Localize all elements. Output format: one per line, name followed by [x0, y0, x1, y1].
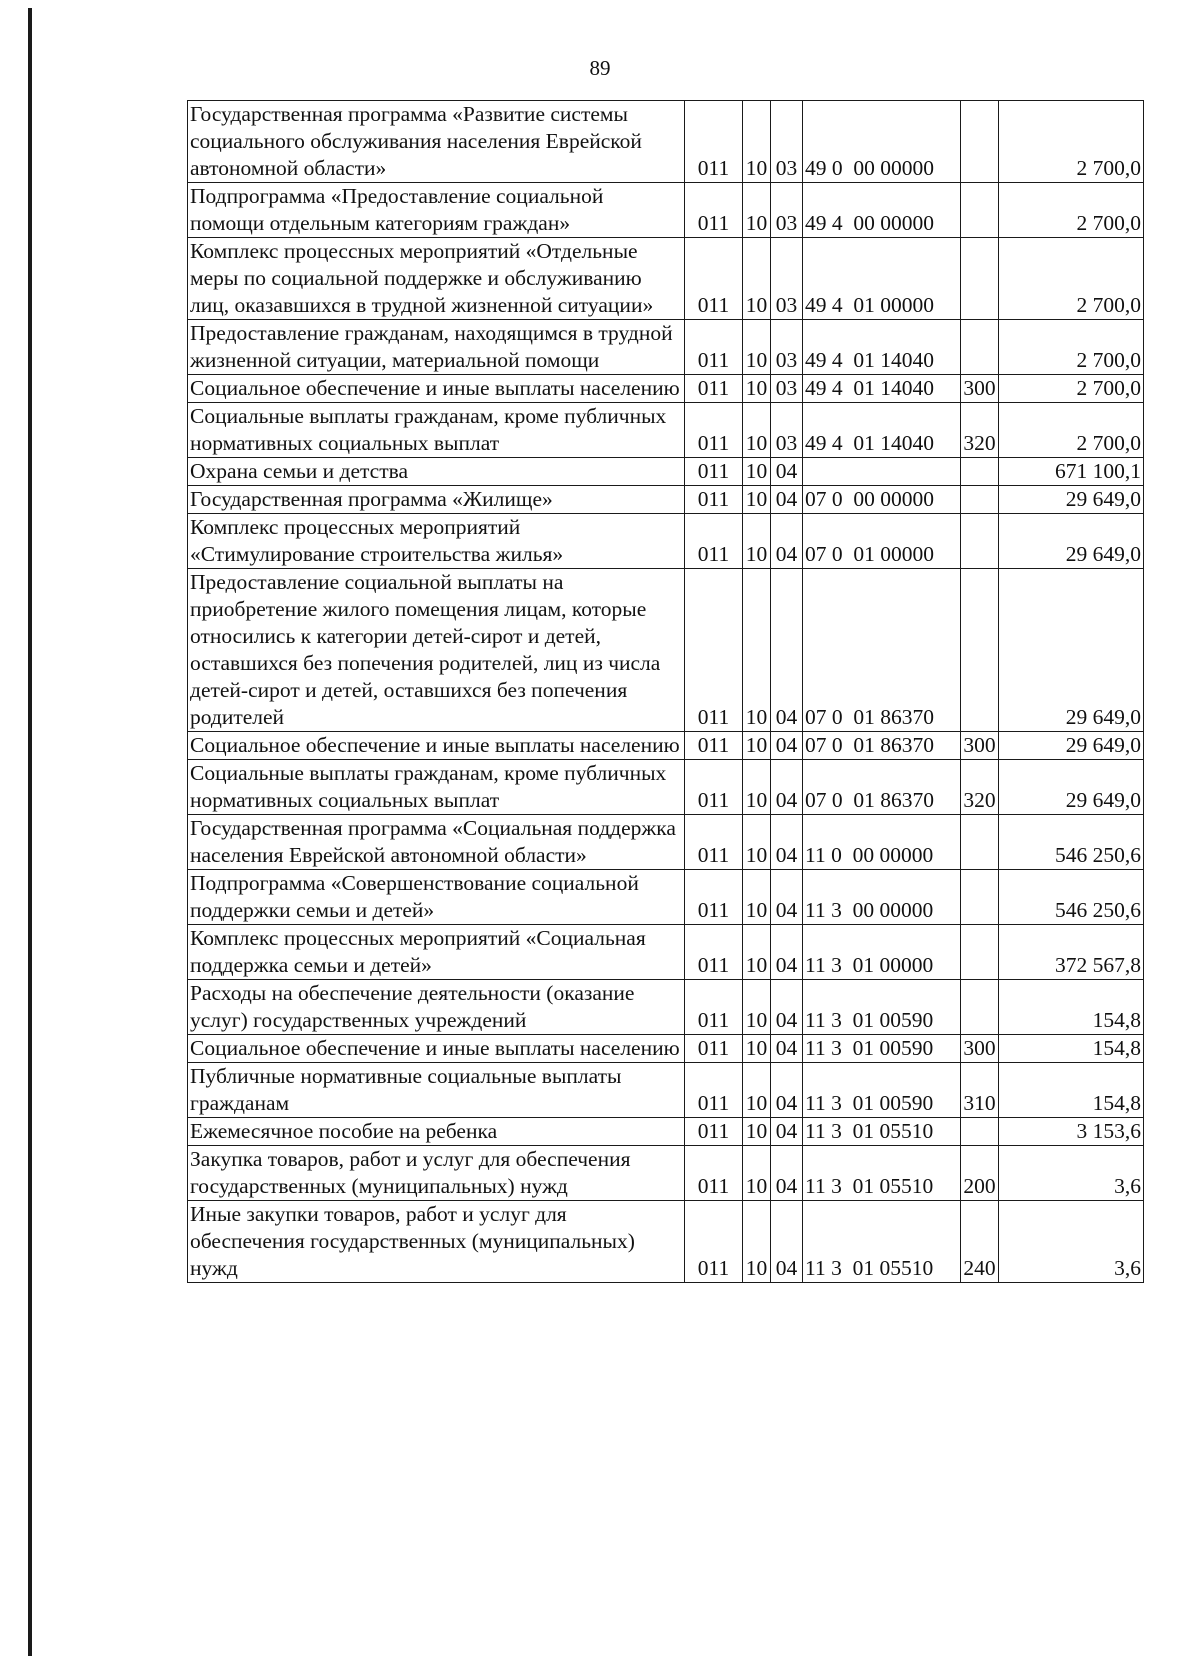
amount-cell: 29 649,0	[999, 514, 1144, 569]
expense-type-code-cell: 310	[961, 1063, 999, 1118]
target-article-code-cell: 07 0 01 86370	[803, 760, 961, 815]
amount-cell: 154,8	[999, 1035, 1144, 1063]
expense-name-cell: Государственная программа «Жилище»	[188, 486, 685, 514]
expense-type-code-cell	[961, 458, 999, 486]
ministry-code-cell: 011	[685, 238, 743, 320]
ministry-code-cell: 011	[685, 1146, 743, 1201]
expense-type-code-cell	[961, 1118, 999, 1146]
section-code-cell: 10	[743, 1146, 771, 1201]
amount-cell: 3,6	[999, 1146, 1144, 1201]
amount-cell: 29 649,0	[999, 760, 1144, 815]
expense-type-code-cell: 300	[961, 375, 999, 403]
expense-type-code-cell	[961, 320, 999, 375]
expense-type-code-cell	[961, 815, 999, 870]
section-code-cell: 10	[743, 458, 771, 486]
ministry-code-cell: 011	[685, 514, 743, 569]
target-article-code-cell: 49 4 01 14040	[803, 320, 961, 375]
expense-type-code-cell	[961, 238, 999, 320]
amount-cell: 2 700,0	[999, 238, 1144, 320]
section-code-cell: 10	[743, 569, 771, 732]
expense-name-cell: Расходы на обеспечение деятельности (оказание услуг) государственных учреждений	[188, 980, 685, 1035]
subsection-code-cell: 04	[771, 458, 803, 486]
table-row	[188, 815, 1144, 870]
expense-name-cell: Комплекс процессных мероприятий «Стимулирование строительства жилья»	[188, 514, 685, 569]
subsection-code-cell: 03	[771, 238, 803, 320]
ministry-code-cell: 011	[685, 101, 743, 183]
expense-name-cell: Государственная программа «Социальная поддержка населения Еврейской автономной области»	[188, 815, 685, 870]
section-code-cell: 10	[743, 1118, 771, 1146]
expense-type-code-cell: 240	[961, 1201, 999, 1283]
subsection-code-cell: 04	[771, 569, 803, 732]
section-code-cell: 10	[743, 980, 771, 1035]
expense-name-cell: Социальные выплаты гражданам, кроме публичных нормативных социальных выплат	[188, 403, 685, 458]
expense-name-cell: Комплекс процессных мероприятий «Отдельные меры по социальной поддержке и обслуживанию лиц, оказавшихся в трудной жизненной ситуации»	[188, 238, 685, 320]
expense-name-cell: Охрана семьи и детства	[188, 458, 685, 486]
section-code-cell: 10	[743, 760, 771, 815]
table-row	[188, 870, 1144, 925]
amount-cell: 29 649,0	[999, 486, 1144, 514]
section-code-cell: 10	[743, 486, 771, 514]
amount-cell: 3,6	[999, 1201, 1144, 1283]
budget-table	[187, 100, 1144, 1283]
ministry-code-cell: 011	[685, 1118, 743, 1146]
ministry-code-cell: 011	[685, 870, 743, 925]
expense-name-cell: Публичные нормативные социальные выплаты гражданам	[188, 1063, 685, 1118]
subsection-code-cell: 04	[771, 1146, 803, 1201]
section-code-cell: 10	[743, 183, 771, 238]
table-row	[188, 980, 1144, 1035]
amount-cell: 2 700,0	[999, 320, 1144, 375]
target-article-code-cell: 49 4 00 00000	[803, 183, 961, 238]
amount-cell: 154,8	[999, 1063, 1144, 1118]
expense-name-cell: Социальное обеспечение и иные выплаты населению	[188, 1035, 685, 1063]
amount-cell: 2 700,0	[999, 375, 1144, 403]
table-row	[188, 1118, 1144, 1146]
section-code-cell: 10	[743, 514, 771, 569]
table-row	[188, 1146, 1144, 1201]
table-row	[188, 1201, 1144, 1283]
expense-name-cell: Социальное обеспечение и иные выплаты населению	[188, 375, 685, 403]
subsection-code-cell: 04	[771, 1201, 803, 1283]
expense-type-code-cell: 200	[961, 1146, 999, 1201]
subsection-code-cell: 04	[771, 1035, 803, 1063]
section-code-cell: 10	[743, 375, 771, 403]
expense-name-cell: Подпрограмма «Предоставление социальной помощи отдельным категориям граждан»	[188, 183, 685, 238]
ministry-code-cell: 011	[685, 1063, 743, 1118]
expense-name-cell: Предоставление гражданам, находящимся в трудной жизненной ситуации, материальной помощи	[188, 320, 685, 375]
amount-cell: 2 700,0	[999, 183, 1144, 238]
amount-cell: 29 649,0	[999, 569, 1144, 732]
target-article-code-cell: 11 3 01 05510	[803, 1118, 961, 1146]
expense-type-code-cell	[961, 980, 999, 1035]
ministry-code-cell: 011	[685, 486, 743, 514]
table-row	[188, 514, 1144, 569]
subsection-code-cell: 03	[771, 183, 803, 238]
amount-cell: 2 700,0	[999, 403, 1144, 458]
section-code-cell: 10	[743, 403, 771, 458]
table-row	[188, 101, 1144, 183]
expense-name-cell: Социальные выплаты гражданам, кроме публичных нормативных социальных выплат	[188, 760, 685, 815]
section-code-cell: 10	[743, 101, 771, 183]
table-row	[188, 732, 1144, 760]
ministry-code-cell: 011	[685, 320, 743, 375]
expense-type-code-cell: 300	[961, 1035, 999, 1063]
target-article-code-cell: 07 0 01 86370	[803, 732, 961, 760]
subsection-code-cell: 04	[771, 1118, 803, 1146]
expense-name-cell: Комплекс процессных мероприятий «Социальная поддержка семьи и детей»	[188, 925, 685, 980]
section-code-cell: 10	[743, 238, 771, 320]
binding-margin-line	[28, 8, 32, 1656]
section-code-cell: 10	[743, 1035, 771, 1063]
target-article-code-cell: 11 0 00 00000	[803, 815, 961, 870]
expense-name-cell: Государственная программа «Развитие системы социального обслуживания населения Еврейской автономной области»	[188, 101, 685, 183]
subsection-code-cell: 04	[771, 815, 803, 870]
table-row	[188, 458, 1144, 486]
subsection-code-cell: 04	[771, 514, 803, 569]
target-article-code-cell: 11 3 01 00590	[803, 980, 961, 1035]
expense-type-code-cell: 300	[961, 732, 999, 760]
ministry-code-cell: 011	[685, 925, 743, 980]
page-number: 89	[589, 56, 611, 80]
ministry-code-cell: 011	[685, 569, 743, 732]
target-article-code-cell: 49 4 01 14040	[803, 375, 961, 403]
table-row	[188, 569, 1144, 732]
subsection-code-cell: 04	[771, 760, 803, 815]
ministry-code-cell: 011	[685, 403, 743, 458]
target-article-code-cell: 49 4 01 14040	[803, 403, 961, 458]
target-article-code-cell: 07 0 01 00000	[803, 514, 961, 569]
expense-name-cell: Ежемесячное пособие на ребенка	[188, 1118, 685, 1146]
subsection-code-cell: 04	[771, 486, 803, 514]
table-row	[188, 238, 1144, 320]
subsection-code-cell: 03	[771, 403, 803, 458]
subsection-code-cell: 04	[771, 980, 803, 1035]
table-row	[188, 183, 1144, 238]
ministry-code-cell: 011	[685, 815, 743, 870]
table-row	[188, 320, 1144, 375]
table-row	[188, 1063, 1144, 1118]
subsection-code-cell: 03	[771, 320, 803, 375]
section-code-cell: 10	[743, 815, 771, 870]
target-article-code-cell: 11 3 01 00590	[803, 1035, 961, 1063]
section-code-cell: 10	[743, 925, 771, 980]
section-code-cell: 10	[743, 320, 771, 375]
amount-cell: 546 250,6	[999, 815, 1144, 870]
expense-type-code-cell	[961, 486, 999, 514]
expense-type-code-cell: 320	[961, 760, 999, 815]
ministry-code-cell: 011	[685, 732, 743, 760]
expense-type-code-cell	[961, 870, 999, 925]
target-article-code-cell: 11 3 01 00590	[803, 1063, 961, 1118]
section-code-cell: 10	[743, 1201, 771, 1283]
target-article-code-cell: 11 3 00 00000	[803, 870, 961, 925]
ministry-code-cell: 011	[685, 980, 743, 1035]
expense-type-code-cell	[961, 514, 999, 569]
target-article-code-cell: 11 3 01 00000	[803, 925, 961, 980]
expense-type-code-cell: 320	[961, 403, 999, 458]
table-row	[188, 1035, 1144, 1063]
amount-cell: 29 649,0	[999, 732, 1144, 760]
ministry-code-cell: 011	[685, 458, 743, 486]
expense-type-code-cell	[961, 569, 999, 732]
expense-name-cell: Закупка товаров, работ и услуг для обеспечения государственных (муниципальных) нужд	[188, 1146, 685, 1201]
expense-type-code-cell	[961, 101, 999, 183]
ministry-code-cell: 011	[685, 1201, 743, 1283]
section-code-cell: 10	[743, 732, 771, 760]
expense-type-code-cell	[961, 925, 999, 980]
target-article-code-cell: 07 0 01 86370	[803, 569, 961, 732]
ministry-code-cell: 011	[685, 375, 743, 403]
table-row	[188, 925, 1144, 980]
expense-name-cell: Социальное обеспечение и иные выплаты населению	[188, 732, 685, 760]
subsection-code-cell: 03	[771, 101, 803, 183]
expense-name-cell: Предоставление социальной выплаты на приобретение жилого помещения лицам, которые относились к категории детей-сирот и детей, оставшихся без попечения родителей, лиц из числа детей-сирот и детей, оставшихся без попечения родителей	[188, 569, 685, 732]
target-article-code-cell: 49 4 01 00000	[803, 238, 961, 320]
table-row	[188, 403, 1144, 458]
target-article-code-cell: 07 0 00 00000	[803, 486, 961, 514]
subsection-code-cell: 04	[771, 925, 803, 980]
expense-name-cell: Подпрограмма «Совершенствование социальной поддержки семьи и детей»	[188, 870, 685, 925]
expense-type-code-cell	[961, 183, 999, 238]
table-row	[188, 486, 1144, 514]
ministry-code-cell: 011	[685, 760, 743, 815]
table-row	[188, 375, 1144, 403]
expense-name-cell: Иные закупки товаров, работ и услуг для обеспечения государственных (муниципальных) нужд	[188, 1201, 685, 1283]
table-row	[188, 760, 1144, 815]
subsection-code-cell: 04	[771, 870, 803, 925]
amount-cell: 2 700,0	[999, 101, 1144, 183]
ministry-code-cell: 011	[685, 183, 743, 238]
amount-cell: 372 567,8	[999, 925, 1144, 980]
target-article-code-cell: 49 0 00 00000	[803, 101, 961, 183]
subsection-code-cell: 04	[771, 1063, 803, 1118]
subsection-code-cell: 04	[771, 732, 803, 760]
target-article-code-cell: 11 3 01 05510	[803, 1201, 961, 1283]
ministry-code-cell: 011	[685, 1035, 743, 1063]
amount-cell: 154,8	[999, 980, 1144, 1035]
target-article-code-cell: 11 3 01 05510	[803, 1146, 961, 1201]
section-code-cell: 10	[743, 870, 771, 925]
amount-cell: 671 100,1	[999, 458, 1144, 486]
amount-cell: 546 250,6	[999, 870, 1144, 925]
budget-table-body	[188, 101, 1144, 1283]
section-code-cell: 10	[743, 1063, 771, 1118]
target-article-code-cell	[803, 458, 961, 486]
subsection-code-cell: 03	[771, 375, 803, 403]
amount-cell: 3 153,6	[999, 1118, 1144, 1146]
